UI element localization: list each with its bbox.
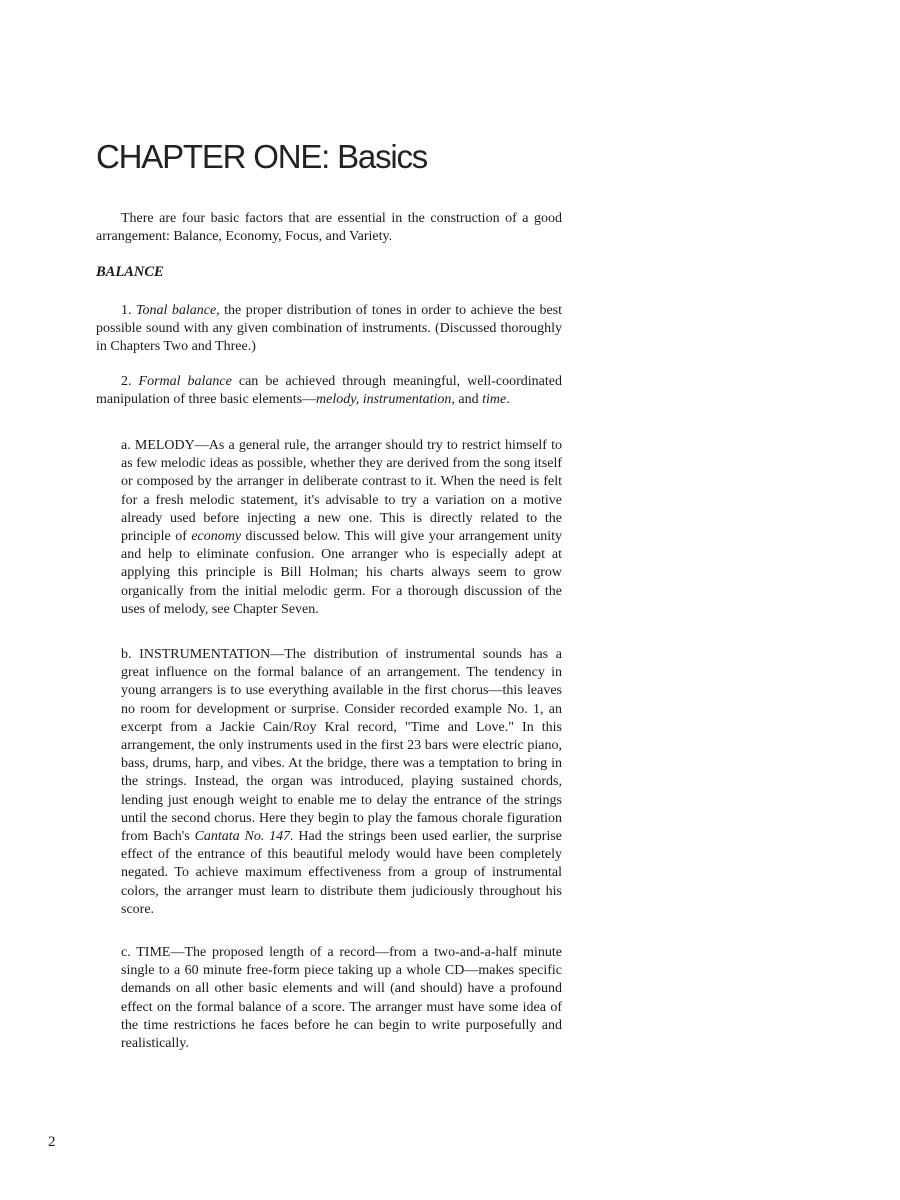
section-heading: BALANCE	[96, 264, 164, 280]
instrumentation-text: b. INSTRUMENTATION—The distribution of instrumental sounds has a great influence on the formal balance of an arrangement. The tendency in young arrangers is to use everything available in the first chorus—this leaves no room for development or surprise. Consider recorded example No. 1, an excerpt from a Jackie Cain/Roy Kral record, "Time and Love." In this arrangement, the only instruments used in the first 23 bars were electric piano, bass, drums, harp, and vibes. At the bridge, there was a temptation to bring in the strings. Instead, the organ was introduced, playing sustained chords, lending just enough weight to enable me to delay the entrance of the strings until the second chorus. Here they begin to play the famous chorale figuration from Bach's	[121, 647, 562, 845]
item-number: 2.	[121, 374, 139, 389]
chapter-title: CHAPTER ONE: Basics	[96, 138, 428, 175]
formal-balance-period: .	[506, 392, 510, 408]
formal-balance-text-and: and	[454, 392, 483, 408]
instrumentation-text-cont: Had the strings been used earlier, the surprise effect of the entrance of this beautiful melody would have been completely negated. To achieve maximum effectiveness from a group of instrumental colors, the arranger must learn to distribute them judiciously throughout his score.	[121, 829, 562, 917]
instrumentation-paragraph	[121, 646, 562, 919]
item-number: 1.	[121, 303, 136, 318]
time-paragraph: c. TIME—The proposed length of a record—from a two-and-a-half minute single to a 60 minute free-form piece taking up a whole CD—makes specific demands on all other basic elements and will (and should) have a profound effect on the formal balance of a score. The arranger must have some idea of the time restrictions he faces before he can begin to write purposefully and realistically.	[121, 945, 562, 1052]
elements-emphasis: melody, instrumentation,	[316, 392, 455, 408]
melody-paragraph	[121, 437, 562, 619]
page-number: 2	[48, 1134, 56, 1150]
tonal-balance-term: Tonal balance	[135, 303, 217, 318]
formal-balance-term: Formal balance	[138, 374, 232, 389]
tonal-balance-paragraph	[96, 302, 562, 357]
cantata-title: Cantata No. 147.	[194, 829, 294, 845]
time-emphasis: time	[482, 392, 507, 408]
tonal-balance-text: , the proper distribution of tones in order to achieve the best possible sound with any given combination of instruments. (Discussed thoroughly in Chapters Two and Three.)	[96, 303, 562, 355]
economy-emphasis: economy	[191, 529, 242, 545]
formal-balance-text: can be achieved through meaningful, well-coordinated manipulation of three basic elements—	[96, 374, 562, 408]
formal-balance-paragraph	[96, 373, 562, 409]
melody-text-cont: discussed below. This will give your arrangement unity and help to eliminate confusion. One arranger who is especially adept at applying this principle is Bill Holman; his charts always seem to grow organically from the initial melodic germ. For a thorough discussion of the uses of melody, see Chapter Seven.	[121, 529, 563, 617]
melody-text: a. MELODY—As a general rule, the arranger should try to restrict himself to as few melodic ideas as possible, whether they are derived from the song itself or composed by the arranger in deliberate contrast to it. When the need is felt for a fresh melodic statement, it's advisable to try a variation on a motive already used before injecting a new one. This is directly related to the principle of	[121, 438, 562, 545]
intro-paragraph: There are four basic factors that are essential in the construction of a good arrangement: Balance, Economy, Focus, and Variety.	[96, 211, 562, 245]
